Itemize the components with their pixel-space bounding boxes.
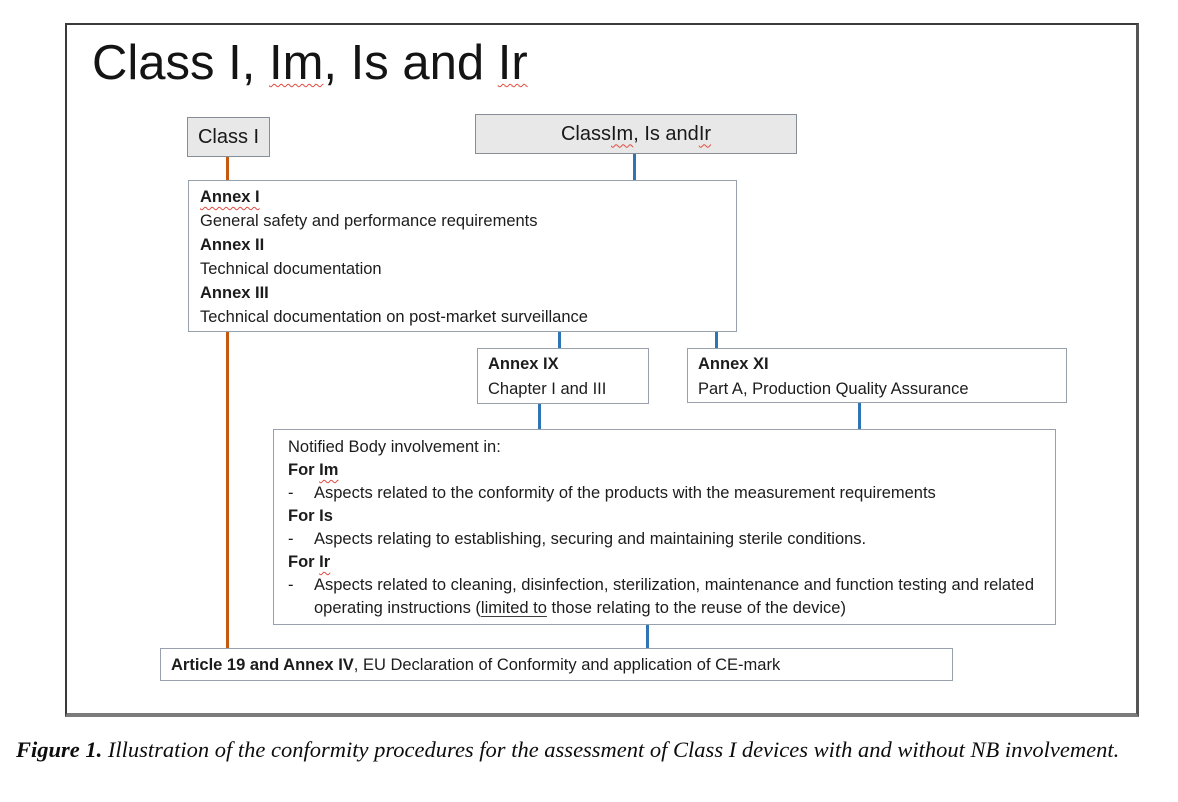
text-segment: Annex XI <box>698 355 769 373</box>
text-line <box>288 551 1041 574</box>
connector-class-im-to-annex <box>633 154 636 181</box>
text-segment: Illustration of the conformity procedures for the assessment of Class I devices with and without NB involvement. <box>102 737 1120 762</box>
text-segment: , Is and <box>323 36 498 90</box>
text-line <box>200 233 725 257</box>
text-segment: Aspects related to the conformity of the products with the measurement requirements <box>314 484 936 502</box>
connector-annex-ix-to-nb <box>538 404 541 429</box>
connector-annex-to-annex-xi <box>715 332 718 348</box>
text-segment: Annex I <box>200 188 260 206</box>
text-segment: Technical documentation on post-market surveillance <box>200 308 588 326</box>
text-segment: For Is <box>288 507 333 525</box>
connector-class-i-to-article19 <box>226 332 229 648</box>
text-line <box>288 436 1041 459</box>
text-line <box>288 505 1041 528</box>
text-segment: Im <box>610 122 634 145</box>
text-segment: Class I, <box>92 36 269 90</box>
text-segment: Im <box>268 36 324 90</box>
text-line <box>200 257 725 281</box>
connector-class-i-to-annex <box>226 157 229 180</box>
article-19-text <box>171 656 780 674</box>
text-segment: For <box>288 461 320 479</box>
connector-annex-xi-to-nb <box>858 403 861 429</box>
text-segment: Annex III <box>200 284 269 302</box>
text-line <box>288 459 1041 482</box>
notified-body-box <box>273 429 1056 625</box>
text-line <box>698 377 1056 402</box>
class-im-is-ir-box <box>475 114 797 154</box>
text-segment: Annex IX <box>488 355 559 373</box>
text-segment: Aspects related to cleaning, disinfection, sterilization, maintenance and function testing and related operating instructions ( <box>314 576 1035 617</box>
text-line <box>200 281 725 305</box>
text-segment: Chapter I and III <box>488 380 607 398</box>
text-segment: Part A, Production Quality Assurance <box>698 380 969 398</box>
text-segment: Figure 1. <box>16 737 103 762</box>
text-line <box>200 305 725 329</box>
text-segment: Article 19 and Annex IV <box>171 655 354 674</box>
text-segment: Aspects relating to establishing, securing and maintaining sterile conditions. <box>314 530 867 548</box>
text-segment: Notified Body involvement in: <box>288 438 501 456</box>
text-segment: Ir <box>319 553 331 571</box>
text-segment: Ir <box>698 122 712 145</box>
annex-xi-box <box>687 348 1067 403</box>
class-i-box <box>187 117 270 157</box>
bullet-dash: - <box>288 530 294 548</box>
text-line <box>200 209 725 233</box>
figure-title <box>92 34 528 92</box>
text-segment: Ir <box>497 36 528 90</box>
text-segment: Im <box>319 461 339 479</box>
text-line <box>200 185 725 209</box>
text-segment: those relating to the reuse of the device) <box>546 599 846 617</box>
text-segment: , EU Declaration of Conformity and application of CE-mark <box>353 655 781 674</box>
text-segment: Class I <box>197 125 260 148</box>
text-segment: Technical documentation <box>200 260 382 278</box>
text-line <box>488 352 638 377</box>
article-19-box <box>160 648 953 681</box>
text-line <box>488 377 638 402</box>
annex-ix-box <box>477 348 649 404</box>
text-segment: General safety and performance requirements <box>200 212 538 230</box>
bullet-line <box>288 528 1041 551</box>
bullet-line <box>288 482 1041 505</box>
bullet-line <box>288 574 1041 620</box>
text-segment: limited to <box>480 599 547 617</box>
text-segment: , Is and <box>633 122 699 145</box>
connector-annex-to-annex-ix <box>558 332 561 349</box>
text-segment: For <box>288 553 320 571</box>
bullet-dash: - <box>288 484 294 502</box>
connector-nb-to-article19 <box>646 625 649 648</box>
figure-caption <box>16 734 1160 766</box>
text-line <box>698 352 1056 377</box>
annex-i-ii-iii-box <box>188 180 737 332</box>
bullet-dash: - <box>288 576 294 594</box>
text-segment: Class <box>560 122 611 145</box>
text-segment: Annex II <box>200 236 265 254</box>
